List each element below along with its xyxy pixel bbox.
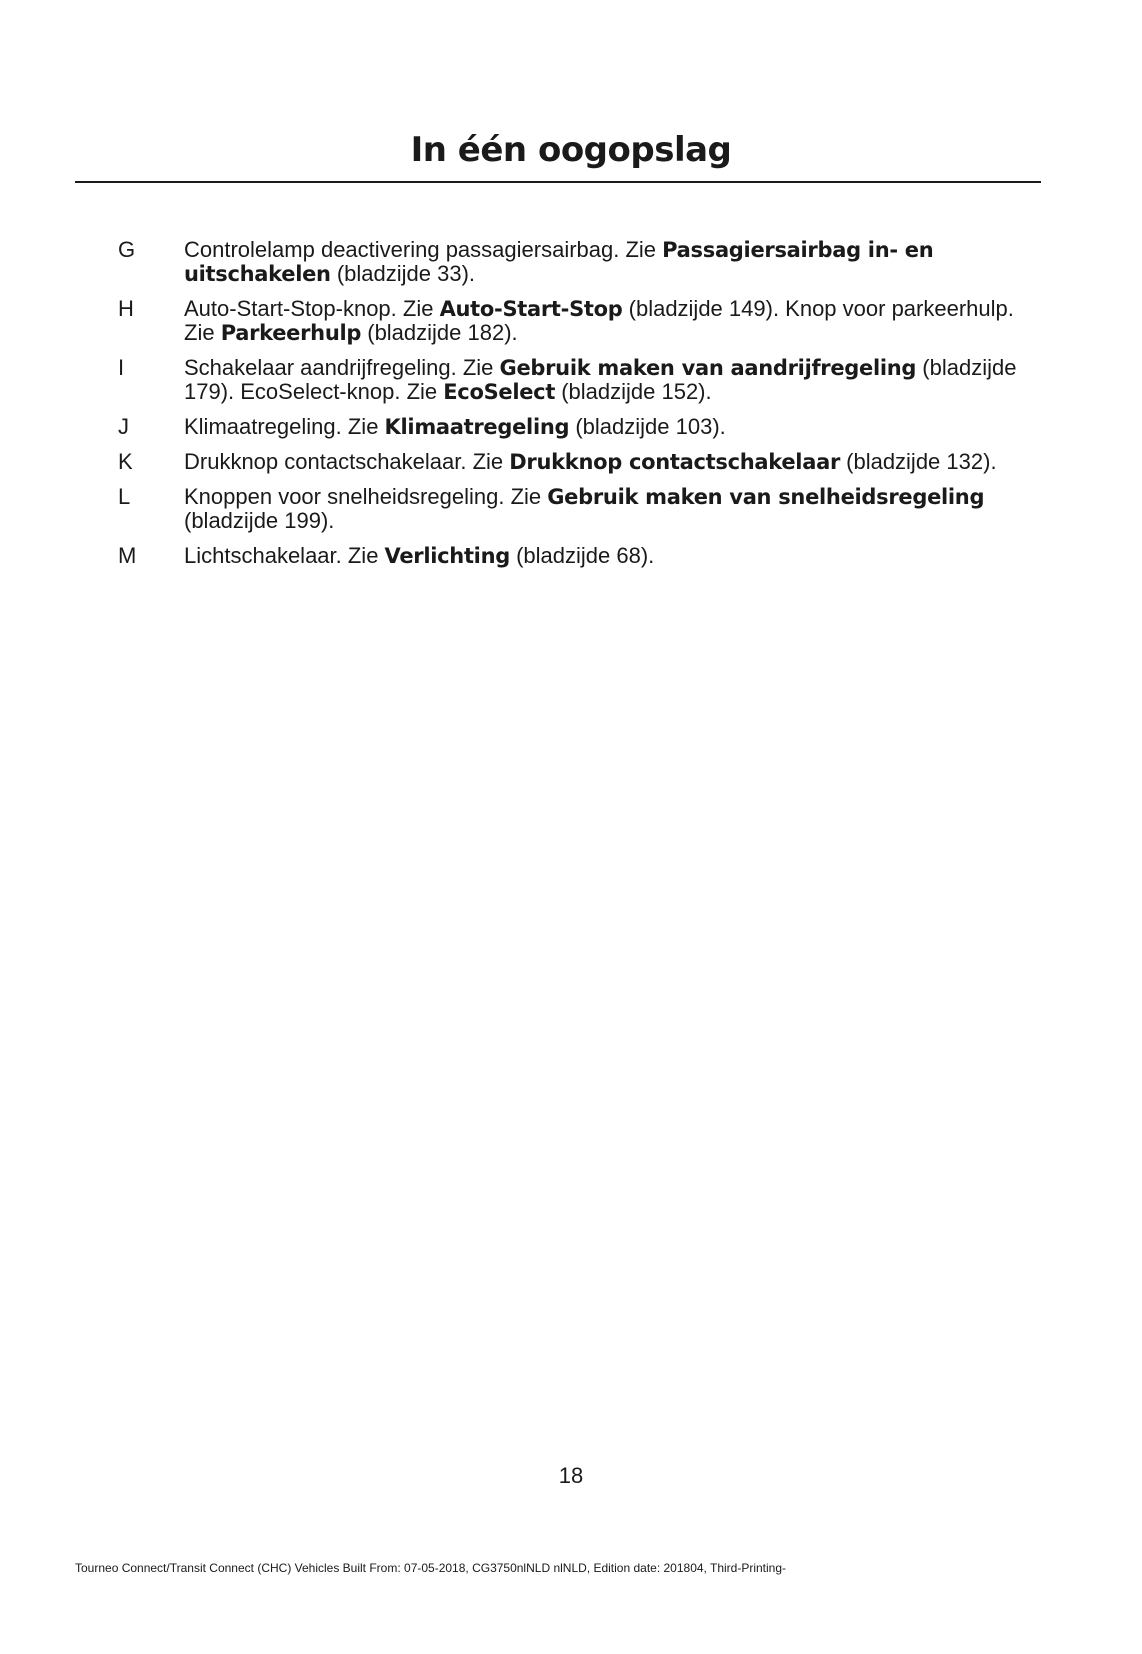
item-text-part: Controlelamp deactivering passagiersairbag. Zie	[184, 237, 663, 262]
list-item-g	[110, 238, 1045, 286]
item-text-part: (bladzijde 149). Knop voor parkeerhulp. Zie	[184, 296, 1014, 345]
item-text	[184, 544, 1045, 568]
item-text-part: Lichtschakelaar. Zie	[184, 543, 385, 568]
item-text-part: Auto-Start-Stop-knop. Zie	[184, 296, 440, 321]
page-number: 18	[558, 1463, 584, 1488]
item-text-part: (bladzijde 103).	[569, 414, 726, 439]
item-text-part: Schakelaar aandrijfregeling. Zie	[184, 355, 500, 380]
item-letter: K	[118, 449, 133, 474]
page-title: In één oogopslag	[410, 130, 732, 170]
item-text-part: (bladzijde 152).	[555, 379, 712, 404]
cross-reference-link[interactable]: Gebruik maken van snelheidsregeling	[547, 485, 985, 509]
item-list	[110, 238, 1045, 579]
list-item-h	[110, 297, 1045, 345]
item-letter: G	[118, 237, 136, 262]
item-text-part: (bladzijde 182).	[361, 320, 518, 345]
item-text-part: Klimaatregeling. Zie	[184, 414, 385, 439]
item-letter: J	[118, 414, 129, 439]
item-letter: I	[118, 355, 125, 380]
item-text-part: Knoppen voor snelheidsregeling. Zie	[184, 484, 548, 509]
item-text-part: (bladzijde 33).	[330, 261, 476, 286]
cross-reference-link[interactable]: EcoSelect	[443, 380, 556, 404]
item-text	[184, 356, 1045, 404]
item-text	[184, 238, 1045, 286]
list-item-i	[110, 356, 1045, 404]
list-item-l	[110, 485, 1045, 533]
item-letter: M	[118, 543, 137, 568]
cross-reference-link[interactable]: Verlichting	[384, 544, 510, 568]
cross-reference-link[interactable]: Auto-Start-Stop	[439, 297, 623, 321]
title-divider	[75, 181, 1041, 183]
item-letter: H	[118, 296, 134, 321]
list-item-k	[110, 450, 1045, 474]
item-text-part: (bladzijde 132).	[840, 449, 997, 474]
item-text-part: (bladzijde 179). EcoSelect-knop. Zie	[184, 355, 1017, 404]
list-item-m	[110, 544, 1045, 568]
list-item-j	[110, 415, 1045, 439]
item-text	[184, 297, 1045, 345]
item-text-part: Drukknop contactschakelaar. Zie	[184, 449, 510, 474]
item-text-part: (bladzijde 199).	[184, 508, 335, 533]
item-text-part: (bladzijde 68).	[509, 543, 655, 568]
cross-reference-link[interactable]: Gebruik maken van aandrijfregeling	[499, 356, 917, 380]
item-text	[184, 485, 1045, 533]
cross-reference-link[interactable]: Drukknop contactschakelaar	[509, 450, 841, 474]
document-footer: Tourneo Connect/Transit Connect (CHC) Vehicles Built From: 07-05-2018, CG3750nlNLD nlNLD, Edition date: 201804, Third-Printing-	[75, 1561, 787, 1575]
item-text	[184, 450, 1045, 474]
cross-reference-link[interactable]: Klimaatregeling	[384, 415, 570, 439]
item-text	[184, 415, 1045, 439]
cross-reference-link[interactable]: Passagiersairbag in- en uitschakelen	[184, 238, 934, 286]
cross-reference-link[interactable]: Parkeerhulp	[220, 321, 362, 345]
item-letter: L	[118, 484, 131, 509]
